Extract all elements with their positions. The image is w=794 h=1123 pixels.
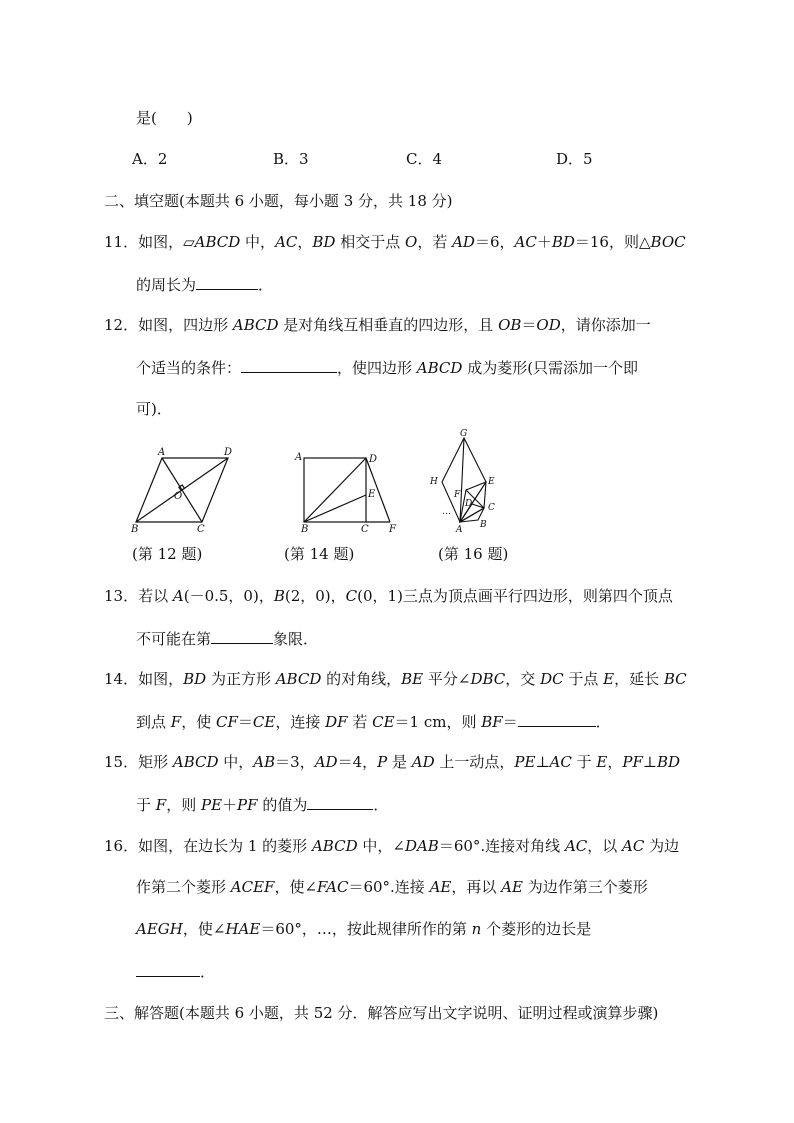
q16-math: AE	[429, 878, 452, 896]
q14-math: DF	[325, 713, 348, 731]
q15-math: AB	[253, 753, 276, 771]
q15-math: BD	[657, 753, 681, 771]
q12-text: 如图，四边形	[138, 316, 233, 334]
q15-math: AD	[314, 753, 338, 771]
q16-math: FAC	[317, 878, 349, 896]
q12-number: 12．	[104, 316, 139, 334]
label-e: E	[368, 489, 376, 500]
label-a: A	[295, 452, 303, 463]
label-e: E	[488, 477, 495, 487]
label-d: D	[465, 499, 473, 509]
q14-text: ，交	[505, 670, 541, 688]
q14-line2	[136, 711, 611, 732]
q12-line3: 可)．	[136, 400, 172, 418]
q14-math: CF	[215, 713, 238, 731]
section2-title: 二、填空题(本题共 6 小题，每小题 3 分，共 18 分)	[104, 192, 453, 210]
q13-math: C	[345, 587, 358, 605]
answer-blank[interactable]	[518, 711, 596, 727]
q13-number: 13．	[104, 587, 139, 605]
label-g: G	[460, 429, 468, 439]
q12-line1	[104, 315, 651, 335]
q11-text: ，	[297, 233, 313, 251]
q10-option-b: B．3	[273, 150, 309, 168]
label-b: B	[301, 524, 309, 535]
label-f: F	[389, 524, 396, 535]
q12-math: OB	[498, 316, 522, 334]
diagonal-bd	[304, 458, 366, 522]
q13-text: 若以	[138, 587, 173, 605]
q15-math: PF	[237, 796, 258, 814]
section3-title: 三、解答题(本题共 6 小题，共 52 分．解答应写出文字说明、证明过程或演算步骤)	[104, 1004, 659, 1022]
q15-line2	[136, 794, 388, 815]
q16-text: ＝60°.连接	[348, 878, 430, 896]
q11-number: 11．	[104, 233, 139, 251]
q16-math: AC	[622, 837, 645, 855]
q12-text: ＝	[521, 316, 537, 334]
q16-text: 个菱形的边长是	[481, 920, 592, 938]
q10-option-a: A．2	[132, 150, 168, 168]
label-c: C	[197, 524, 205, 535]
q11-math: BD	[312, 233, 336, 251]
q12-text: 成为菱形(只需添加一个即	[462, 359, 639, 377]
label-d: D	[224, 447, 233, 458]
q14-text: 为正方形	[206, 670, 276, 688]
q16-math: HAE	[225, 920, 261, 938]
q16-math: ACEF	[230, 878, 275, 896]
label-a: A	[456, 525, 463, 535]
q12-text: ，请你添加一	[560, 316, 651, 334]
q16-text: 作第二个菱形	[136, 878, 231, 896]
q14-math: BC	[663, 670, 687, 688]
q14-math: CE	[372, 713, 395, 731]
q11-text: ＝6，	[474, 233, 515, 251]
figure-14	[292, 444, 408, 540]
q11-text: ＝16，则△	[574, 233, 651, 251]
q16-math: ABCD	[311, 837, 358, 855]
q15-text: ，则	[166, 796, 201, 814]
q15-math: PF	[622, 753, 643, 771]
q16-text: ＝60°.连接对角线	[438, 837, 565, 855]
q13-text: (2，0)，	[284, 587, 346, 605]
figure-12	[126, 444, 242, 540]
q15-math: PE	[514, 753, 536, 771]
q15-math: E	[596, 753, 608, 771]
q16-line4	[136, 961, 215, 982]
q14-text: ＝	[502, 713, 518, 731]
q16-math: DAB	[404, 837, 439, 855]
answer-blank[interactable]	[136, 961, 200, 977]
q13-text: (－0.5，0)，	[183, 587, 274, 605]
q11-text: 的周长为	[136, 276, 197, 294]
figure-16	[422, 426, 512, 540]
q16-math: AEGH	[136, 920, 183, 938]
q16-text: 为边作第三个菱形	[522, 878, 648, 896]
q14-math: DBC	[470, 670, 506, 688]
q13-text: (0，1)三点为顶点画平行四边形，则第四个顶点	[357, 587, 673, 605]
q15-math: F	[155, 796, 167, 814]
q15-text: 中，	[218, 753, 254, 771]
q12-math: OD	[536, 316, 561, 334]
q16-text: ，使∠	[182, 920, 226, 938]
q15-text: 是	[387, 753, 412, 771]
q14-text: 若	[347, 713, 373, 731]
q16-text: 为边	[644, 837, 680, 855]
label-o: O	[174, 491, 183, 502]
q11-line1	[104, 232, 686, 252]
q14-math: F	[170, 713, 182, 731]
label-c: C	[361, 524, 369, 535]
q11-text: 如图，▱	[138, 233, 195, 251]
q15-math: AC	[549, 753, 572, 771]
q13-line1	[104, 586, 673, 606]
q12-text: 是对角线互相垂直的四边形，且	[278, 316, 499, 334]
q15-math: P	[377, 753, 388, 771]
q14-text: ，延长	[614, 670, 664, 688]
q11-text: ．	[258, 276, 274, 294]
q12-text: 个适当的条件：	[136, 359, 242, 377]
q11-math: BOC	[650, 233, 686, 251]
q14-text: 的对角线，	[321, 670, 402, 688]
q16-text: 如图，在边长为 1 的菱形	[138, 837, 312, 855]
q14-text: ，使	[181, 713, 216, 731]
q15-line1	[104, 752, 680, 772]
q15-text: 上一动点，	[434, 753, 515, 771]
label-a: A	[158, 447, 166, 458]
q14-text: 到点	[136, 713, 171, 731]
q14-math: BF	[481, 713, 503, 731]
label-ellipsis: …	[442, 507, 451, 517]
q15-text: ⊥	[535, 753, 550, 771]
q15-text: ⊥	[642, 753, 657, 771]
q15-text: ，	[607, 753, 623, 771]
q13-text: 不可能在第	[136, 630, 212, 648]
q16-text: ．	[200, 963, 216, 981]
label-b: B	[131, 524, 139, 535]
q16-math: AC	[564, 837, 588, 855]
answer-blank[interactable]	[211, 628, 273, 644]
q10-option-d: D．5	[556, 150, 593, 168]
q14-math: DC	[540, 670, 564, 688]
q15-text: ＋	[222, 796, 238, 814]
q13-math: B	[273, 587, 285, 605]
q16-text: ，以	[587, 837, 623, 855]
q11-math: BD	[551, 233, 575, 251]
q14-text: ，连接	[275, 713, 326, 731]
figure-14-diagram	[292, 444, 408, 536]
q16-text: ＝60°，…，按此规律所作的第	[260, 920, 472, 938]
q16-math: AE	[501, 878, 523, 896]
q15-math: PE	[200, 796, 223, 814]
q11-math: AC	[514, 233, 537, 251]
q15-math: AD	[411, 753, 435, 771]
q14-number: 14．	[104, 670, 139, 688]
q12-math: ABCD	[232, 316, 279, 334]
q11-math: AD	[452, 233, 475, 251]
label-b: B	[480, 520, 487, 530]
caption-fig-12: (第 12 题)	[132, 545, 203, 563]
q14-math: ABCD	[275, 670, 322, 688]
q16-line2	[136, 877, 648, 897]
label-f: F	[454, 490, 461, 500]
caption-fig-14: (第 14 题)	[284, 545, 355, 563]
q14-text: ＝	[237, 713, 253, 731]
q16-text: ，使∠	[274, 878, 318, 896]
label-d: D	[369, 454, 378, 465]
q11-text: ＋	[536, 233, 552, 251]
caption-fig-16: (第 16 题)	[438, 545, 509, 563]
q15-text: 于	[136, 796, 156, 814]
answer-blank[interactable]	[196, 274, 258, 290]
q13-line2	[136, 628, 318, 649]
q14-math: E	[603, 670, 615, 688]
q16-number: 16．	[104, 837, 139, 855]
q15-text: ．	[373, 796, 389, 814]
q11-math: O	[405, 233, 418, 251]
q15-text: ＝4，	[337, 753, 378, 771]
answer-blank[interactable]	[307, 794, 373, 810]
label-c: C	[488, 503, 495, 513]
q11-text: ，若	[417, 233, 453, 251]
q14-math: BE	[401, 670, 424, 688]
q16-math: n	[471, 920, 482, 938]
q14-text: 如图，	[138, 670, 184, 688]
q15-text: 的值为	[257, 796, 308, 814]
q14-text: 于点	[563, 670, 604, 688]
figure-12-diagram	[126, 444, 242, 536]
q11-math: ABCD	[194, 233, 241, 251]
label-h: H	[430, 477, 438, 487]
q13-text: 象限．	[273, 630, 319, 648]
q14-text: ＝1 cm，则	[394, 713, 482, 731]
q14-line1	[104, 669, 687, 689]
q12-line2	[136, 357, 638, 378]
figure-16-diagram	[422, 426, 512, 536]
q16-line3	[136, 919, 591, 939]
q14-math: BD	[183, 670, 207, 688]
q11-math: AC	[275, 233, 298, 251]
q14-text: 平分∠	[423, 670, 471, 688]
q16-text: 中，∠	[357, 837, 405, 855]
q11-text: 中，	[240, 233, 276, 251]
q16-text: ，再以	[451, 878, 502, 896]
q10-tail: 是( )	[136, 109, 193, 127]
q14-math: CE	[252, 713, 276, 731]
q13-math: A	[172, 587, 184, 605]
q10-option-c: C．4	[406, 150, 443, 168]
q12-text: ，使四边形	[337, 359, 417, 377]
q15-math: ABCD	[172, 753, 219, 771]
q15-text: ＝3，	[275, 753, 315, 771]
q15-number: 15．	[104, 753, 139, 771]
q16-line1	[104, 836, 679, 856]
q15-text: 于	[571, 753, 597, 771]
bisector-be	[304, 495, 366, 522]
q11-line2	[136, 274, 273, 295]
q15-text: 矩形	[138, 753, 173, 771]
q12-math: ABCD	[416, 359, 463, 377]
q11-text: 相交于点	[335, 233, 405, 251]
q14-text: ．	[595, 713, 611, 731]
answer-blank[interactable]	[241, 357, 337, 373]
